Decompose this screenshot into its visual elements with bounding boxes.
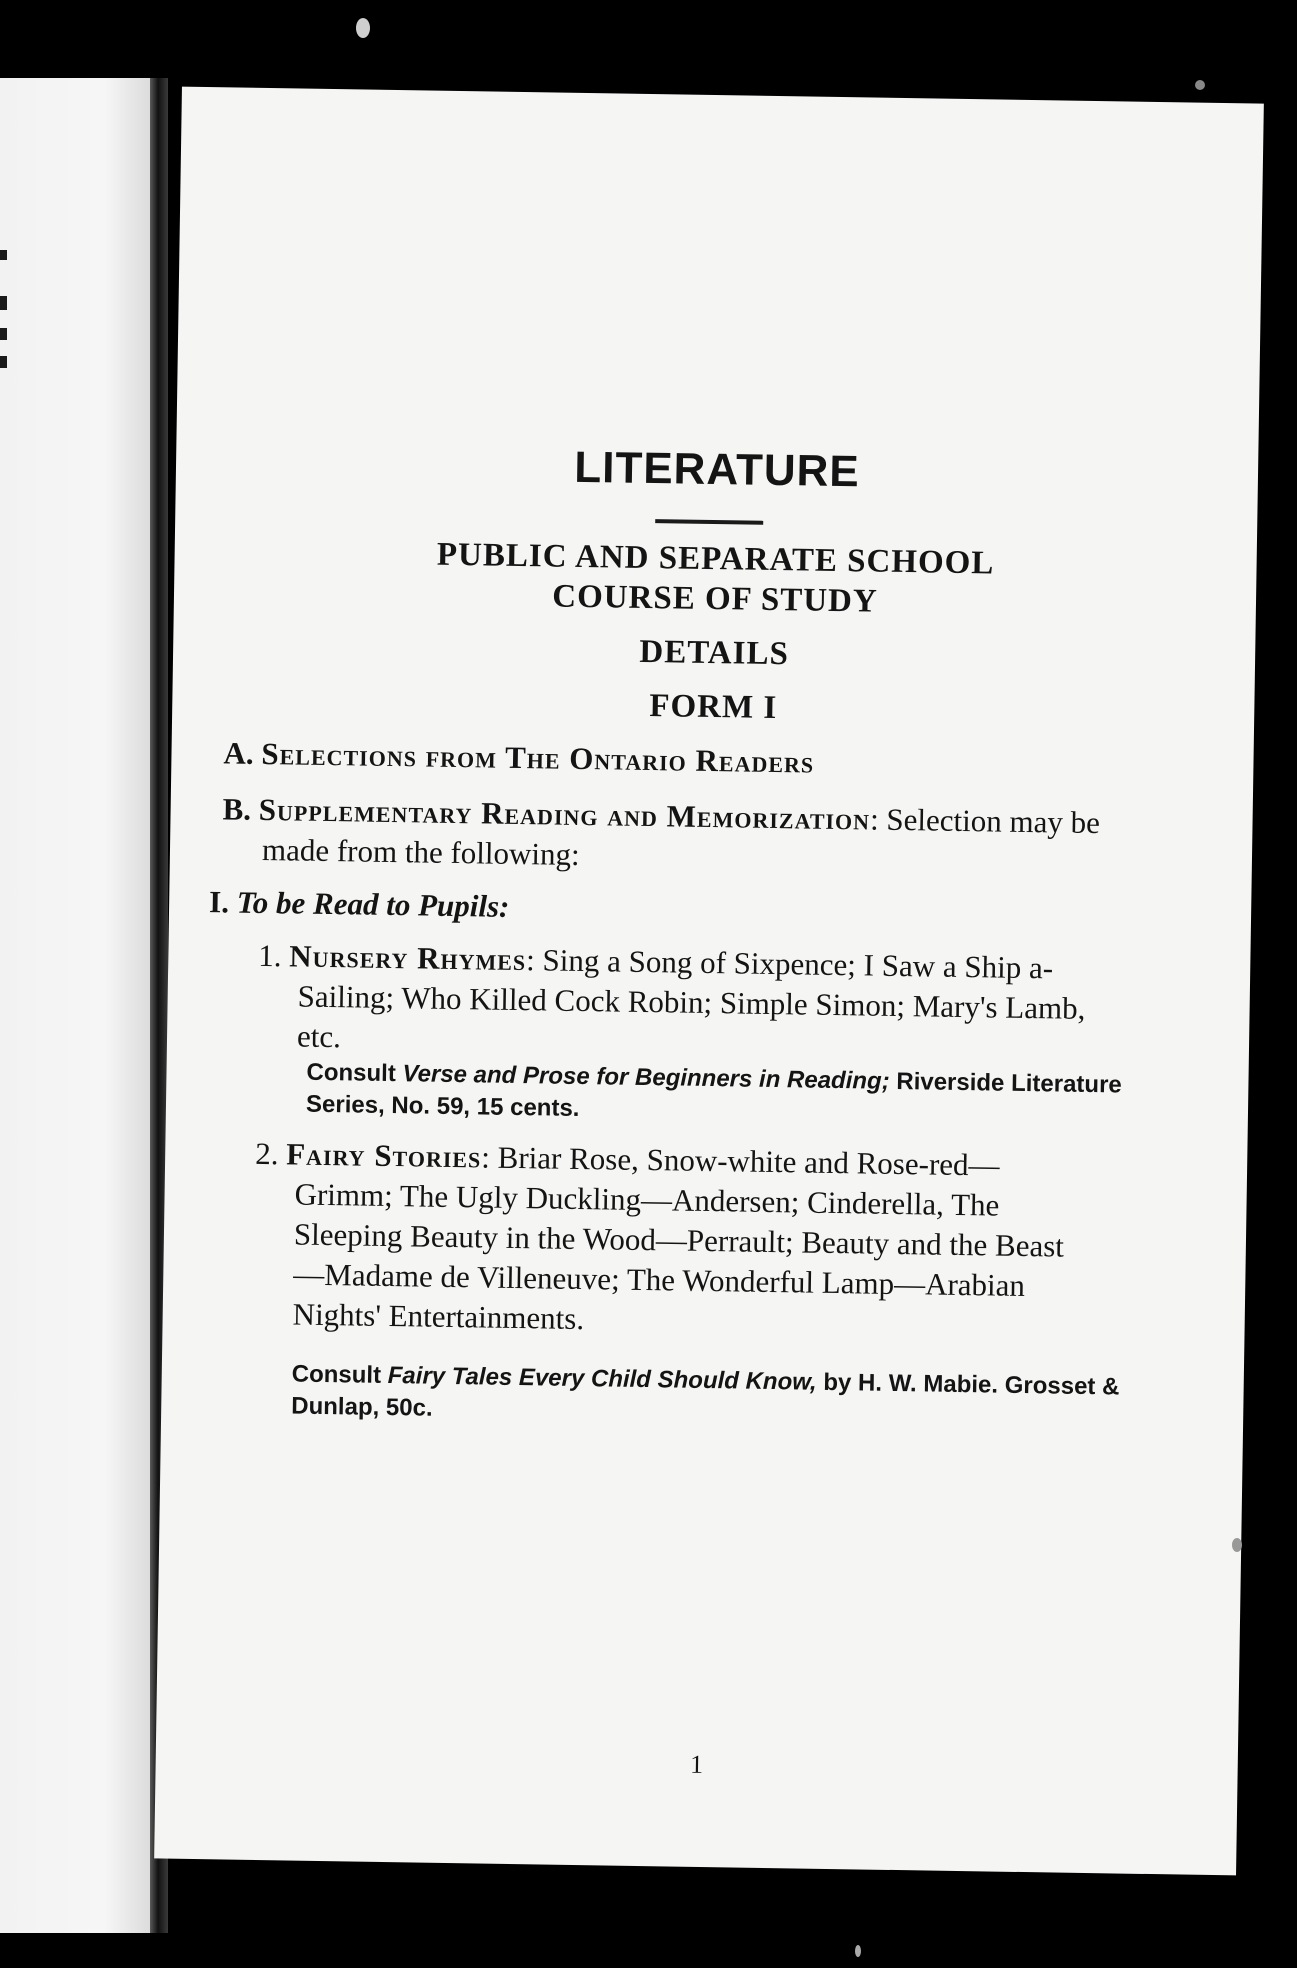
- item-1-number: 1.: [258, 937, 282, 974]
- section-a-text: Selections from The Ontario Readers: [261, 735, 815, 780]
- page-title: LITERATURE: [573, 442, 861, 497]
- title-rule: [655, 519, 763, 525]
- section-b-text: : Selection may be made from the following:: [261, 801, 1101, 872]
- item-2-consult: [291, 1358, 1122, 1435]
- item-1-consult: [306, 1057, 1127, 1134]
- print-mark: [0, 296, 7, 310]
- print-mark: [0, 250, 7, 260]
- item-2: [252, 1134, 1095, 1347]
- scan-speck: [356, 18, 370, 38]
- subtitle-line-2: COURSE OF STUDY: [551, 578, 879, 620]
- item-1-text: : Sing a Song of Sixpence; I Saw a Ship a-Sailing; Who Killed Cock Robin; Simple Simon; Mary's Lamb, etc.: [296, 942, 1086, 1055]
- left-page-edge: [0, 78, 150, 1933]
- scan-speck: [1195, 80, 1205, 90]
- item-2-number: 2.: [254, 1135, 279, 1172]
- section-a-letter: A.: [223, 735, 254, 771]
- form-heading: FORM I: [649, 688, 778, 727]
- scan-speck: [1232, 1538, 1242, 1552]
- item-1-heading: Nursery Rhymes: [289, 938, 527, 978]
- item-1-consult-title: Verse and Prose for Beginners in Reading;: [402, 1060, 890, 1095]
- scan-speck: [855, 1945, 861, 1957]
- section-b-heading: Supplementary Reading and Memorization: [258, 791, 871, 837]
- item-1-consult-rest: Riverside Literature Series, No. 59, 15 cents.: [305, 1067, 1122, 1122]
- page-content: [154, 87, 1264, 1876]
- item-2-consult-prefix: Consult: [291, 1360, 382, 1389]
- details-heading: DETAILS: [639, 633, 790, 673]
- section-b: [222, 789, 1103, 883]
- item-1: [257, 936, 1099, 1069]
- part-i-heading: [209, 882, 1110, 936]
- part-i-numeral: I.: [208, 884, 230, 920]
- print-mark: [0, 328, 7, 340]
- item-2-text: : Briar Rose, Snow-white and Rose-red—Grimm; The Ugly Duckling—Andersen; Cinderella, The Sleeping Beauty in the Wood—Perrault; Beauty and the Beast—Madame de Villeneuve; The Wonderful Lamp—Arabian Nights' Entertainments.: [292, 1139, 1065, 1337]
- print-mark: [0, 356, 7, 368]
- part-i-text: To be Read to Pupils:: [236, 884, 510, 924]
- page-number: 1: [689, 1749, 704, 1780]
- item-2-heading: Fairy Stories: [285, 1136, 482, 1175]
- subtitle-line-1: PUBLIC AND SEPARATE SCHOOL: [436, 536, 995, 582]
- item-2-consult-rest: by H. W. Mabie. Grosset & Dunlap, 50c.: [291, 1368, 1120, 1422]
- item-2-consult-title: Fairy Tales Every Child Should Know,: [387, 1362, 817, 1396]
- item-1-consult-prefix: Consult: [306, 1058, 397, 1088]
- document-page: [154, 87, 1264, 1876]
- section-a: [223, 733, 1184, 788]
- section-b-letter: B.: [222, 791, 252, 827]
